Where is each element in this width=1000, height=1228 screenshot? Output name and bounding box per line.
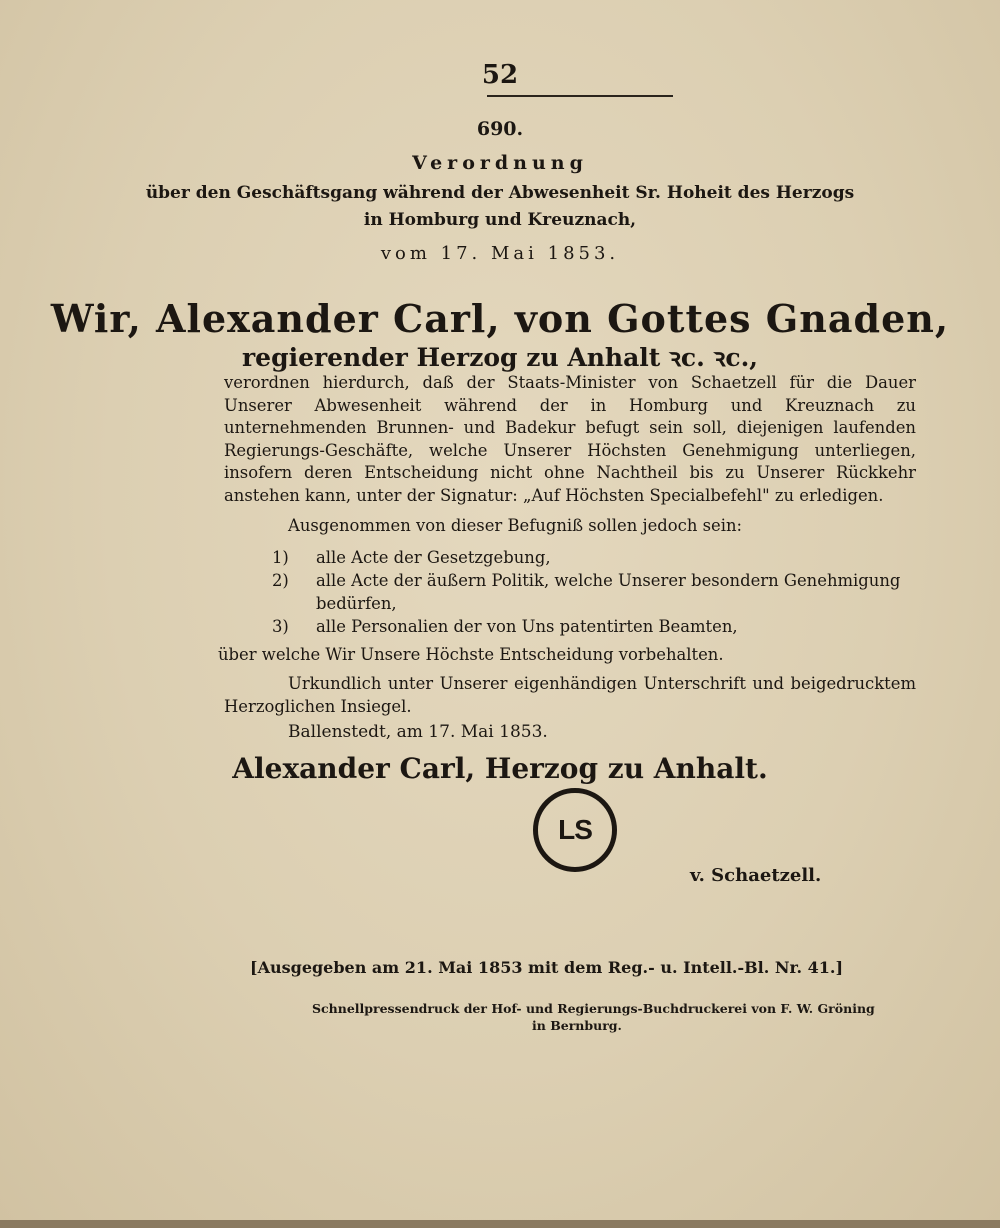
subject-line-1: über den Geschäftsgang während der Abwesenheit Sr. Hoheit des Herzogs (145, 183, 855, 203)
preamble-paragraph: verordnen hierdurch, daß der Staats-Minister von Schaetzell für die Dauer Unserer Abwesenheit während der in Homburg und Kreuznach zu unternehmenden Brunnen- und Badekur befugt sein soll, diejenigen laufenden Regierungs-Geschäfte, welche Unserer Höchsten Genehmigung unterliegen, insofern deren Entscheidung nicht ohne Nachtheil bis zu Unserer Rückkehr anstehen kann, unter der Signatur: „Auf Höchsten Specialbefehl" zu erledigen. (224, 373, 916, 505)
countersignature: v. Schaetzell. (690, 865, 822, 886)
attestation-paragraph: Urkundlich unter Unserer eigenhändigen Unterschrift und beigedrucktem Herzoglichen Insiegel. (224, 674, 916, 716)
document-date: vom 17. Mai 1853. (380, 243, 620, 264)
printer-imprint (312, 1000, 952, 1034)
exception-item (272, 570, 916, 615)
document-type-heading: Verordnung (412, 152, 588, 174)
page-number: 52 (481, 60, 519, 90)
exceptions-intro: Ausgenommen von dieser Befugniß sollen jedoch sein: (288, 516, 743, 535)
ruler-title-line-1: Wir, Alexander Carl, von Gottes Gnaden, (50, 296, 950, 341)
printer-line-1: Schnellpressendruck der Hof- und Regierungs-Buchdruckerei von F. W. Gröning (312, 1001, 875, 1016)
printer-line-2: in Bernburg. (532, 1018, 622, 1033)
ruler-title-line-2: regierender Herzog zu Anhalt ꝛc. ꝛc., (242, 343, 758, 372)
exceptions-close: über welche Wir Unsere Höchste Entscheidung vorbehalten. (218, 645, 724, 664)
exception-text: alle Acte der Gesetzgebung, (316, 548, 551, 567)
seal-text: LS (558, 814, 592, 845)
exception-number: 1) (272, 548, 289, 567)
exception-item (272, 547, 916, 570)
exception-text: alle Acte der äußern Politik, welche Unserer besondern Genehmigung bedürfen, (316, 571, 901, 613)
exception-number: 3) (272, 617, 289, 636)
exception-number: 2) (272, 571, 289, 590)
exception-text: alle Personalien der von Uns patentirten Beamten, (316, 617, 738, 636)
page-number-rule (487, 95, 673, 97)
exception-item (272, 616, 916, 639)
subject-line-2: in Homburg und Kreuznach, (363, 210, 637, 230)
issued-note: [Ausgegeben am 21. Mai 1853 mit dem Reg.- u. Intell.-Bl. Nr. 41.] (250, 958, 844, 977)
signature: Alexander Carl, Herzog zu Anhalt. (232, 752, 768, 785)
seal-stamp (533, 788, 617, 872)
place-and-date: Ballenstedt, am 17. Mai 1853. (288, 722, 548, 742)
subject-heading (0, 180, 1000, 234)
document-number: 690. (476, 118, 524, 140)
